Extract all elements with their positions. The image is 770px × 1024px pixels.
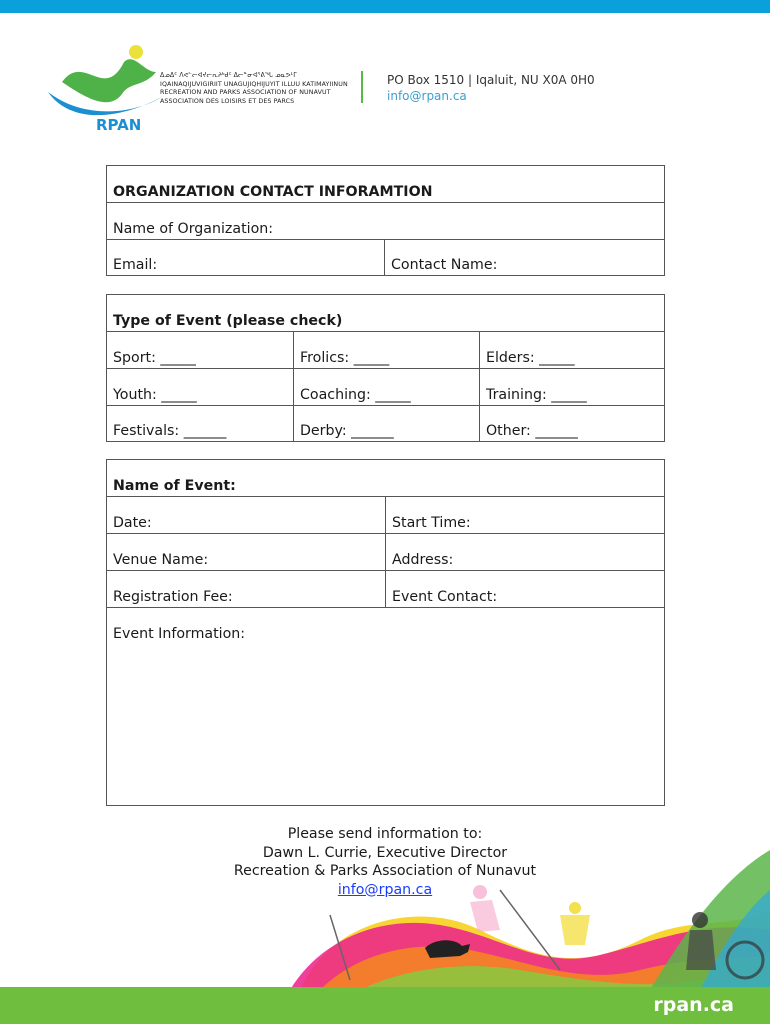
event-details-table [106,459,665,806]
org-line-french: ASSOCIATION DES LOISIRS ET DES PARCS [160,97,295,105]
event-type-elders[interactable]: Elders: _____ [480,332,665,369]
event-name-field[interactable]: Name of Event: [107,460,665,497]
date-field[interactable]: Date: [107,497,386,534]
logo-text: RPAN [96,116,142,134]
rpan-logo [44,42,164,134]
org-line-inuinnaqtun: IQAINAQIJUVIGIRIIT UNAGUJIQHIJUYIT ILLUU KATIMAYIINUN [160,80,348,88]
contact-info-table [106,165,665,276]
event-type-training[interactable]: Training: _____ [480,369,665,406]
venue-name-field[interactable]: Venue Name: [107,534,386,571]
event-information-field[interactable]: Event Information: [107,608,665,806]
top-accent-bar [0,0,770,13]
send-to-label: Please send information to: [287,826,483,842]
event-type-frolics[interactable]: Frolics: _____ [294,332,480,369]
header-divider [361,71,363,103]
email-field[interactable]: Email: [107,240,385,276]
event-type-sport[interactable]: Sport: _____ [107,332,294,369]
contact-organization: Recreation & Parks Association of Nunavut [233,863,537,879]
org-name-field[interactable]: Name of Organization: [107,203,665,240]
event-type-other[interactable]: Other: ______ [480,406,665,442]
event-type-heading: Type of Event (please check) [107,295,665,332]
event-type-youth[interactable]: Youth: _____ [107,369,294,406]
logo-sun-icon [129,45,143,59]
event-type-coaching[interactable]: Coaching: _____ [294,369,480,406]
registration-fee-field[interactable]: Registration Fee: [107,571,386,608]
event-type-derby[interactable]: Derby: ______ [294,406,480,442]
contact-person: Dawn L. Currie, Executive Director [262,844,508,861]
org-name-lines [160,72,360,106]
footer-website-url[interactable]: rpan.ca [653,994,734,1016]
event-type-table [106,294,665,442]
org-line-english: RECREATION AND PARKS ASSOCIATION OF NUNAVUT [160,89,331,97]
event-type-festivals[interactable]: Festivals: ______ [107,406,294,442]
contact-name-field[interactable]: Contact Name: [385,240,665,276]
start-time-field[interactable]: Start Time: [386,497,665,534]
send-information-block [185,825,585,899]
event-contact-field[interactable]: Event Contact: [386,571,665,608]
org-line-syllabics: ᐃᓄᐃᑦ ᐱᕙᓪᓕᐊᔪᓕᕆᔨᒃᑯᑦ ᐃᓕᓐᓂᐊᕐᕕᖓ ᓄᓇᕗᒻᒥ [160,72,297,79]
header-email: info@rpan.ca [387,89,467,103]
address-field[interactable]: Address: [386,534,665,571]
logo-green-wave [62,59,156,102]
contact-email-link[interactable]: info@rpan.ca [337,881,433,898]
header-address: PO Box 1510 | Iqaluit, NU X0A 0H0 [387,73,595,87]
contact-section-heading: ORGANIZATION CONTACT INFORAMTION [107,166,665,203]
